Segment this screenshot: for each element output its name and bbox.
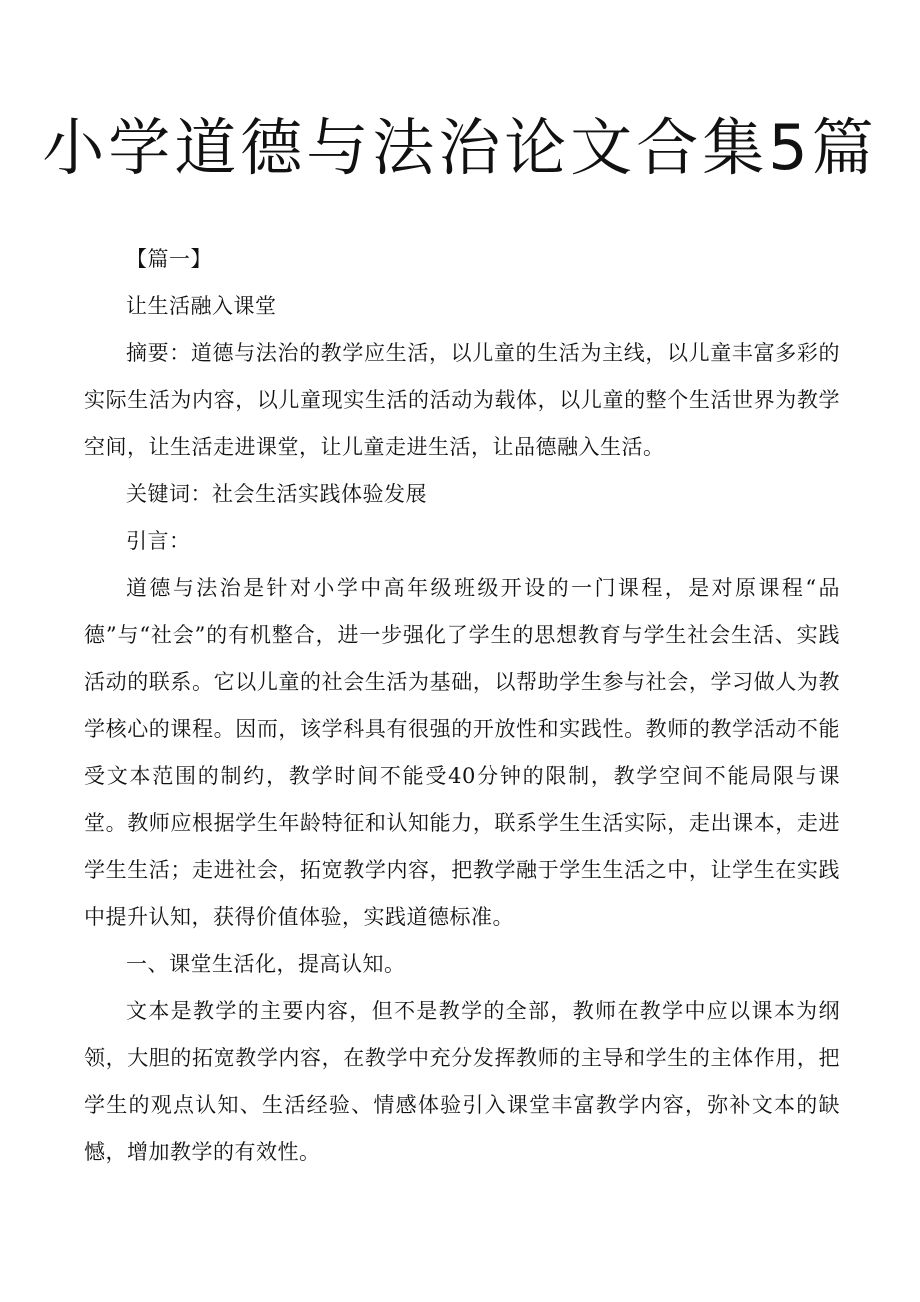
article-title: 让生活融入课堂	[126, 294, 277, 318]
abstract-paragraph: 摘要：道德与法治的教学应生活，以儿童的生活为主线，以儿童丰富多彩的实际生活为内容，以儿童现实生活的活动为载体，以儿童的整个生活世界为教学空间，让生活走进课堂，让儿童走进生活，让品德融入生活。	[84, 341, 840, 459]
introduction-paragraph: 道德与法治是针对小学中高年级班级开设的一门课程，是对原课程“品德”与“社会”的有机整合，进一步强化了学生的思想教育与学生社会生活、实践活动的联系。它以儿童的社会生活为基础，以帮助学生参与社会，学习做人为教学核心的课程。因而，该学科具有很强的开放性和实践性。教师的教学活动不能受文本范围的制约，教学时间不能受40分钟的限制，教学空间不能局限与课堂。教师应根据学生年龄特征和认知能力，联系学生生活实际，走出课本，走进学生生活；走进社会，拓宽教学内容，把教学融于学生生活之中，让学生在实践中提升认知，获得价值体验，实践道德标准。	[84, 576, 840, 929]
section-heading: 【篇一】	[126, 247, 212, 271]
body-paragraph: 文本是教学的主要内容，但不是教学的全部，教师在教学中应以课本为纲领，大胆的拓宽教学内容，在教学中充分发挥教师的主导和学生的主体作用，把学生的观点认知、生活经验、情感体验引入课堂丰富教学内容，弥补文本的缺憾，增加教学的有效性。	[84, 999, 840, 1164]
document-body	[84, 236, 840, 1176]
introduction-label: 引言：	[126, 529, 191, 553]
document-title: 小学道德与法治论文合集5篇	[42, 111, 878, 184]
keywords-paragraph: 关键词：社会生活实践体验发展	[126, 482, 427, 506]
subsection-heading: 一、课堂生活化，提高认知。	[126, 952, 406, 976]
